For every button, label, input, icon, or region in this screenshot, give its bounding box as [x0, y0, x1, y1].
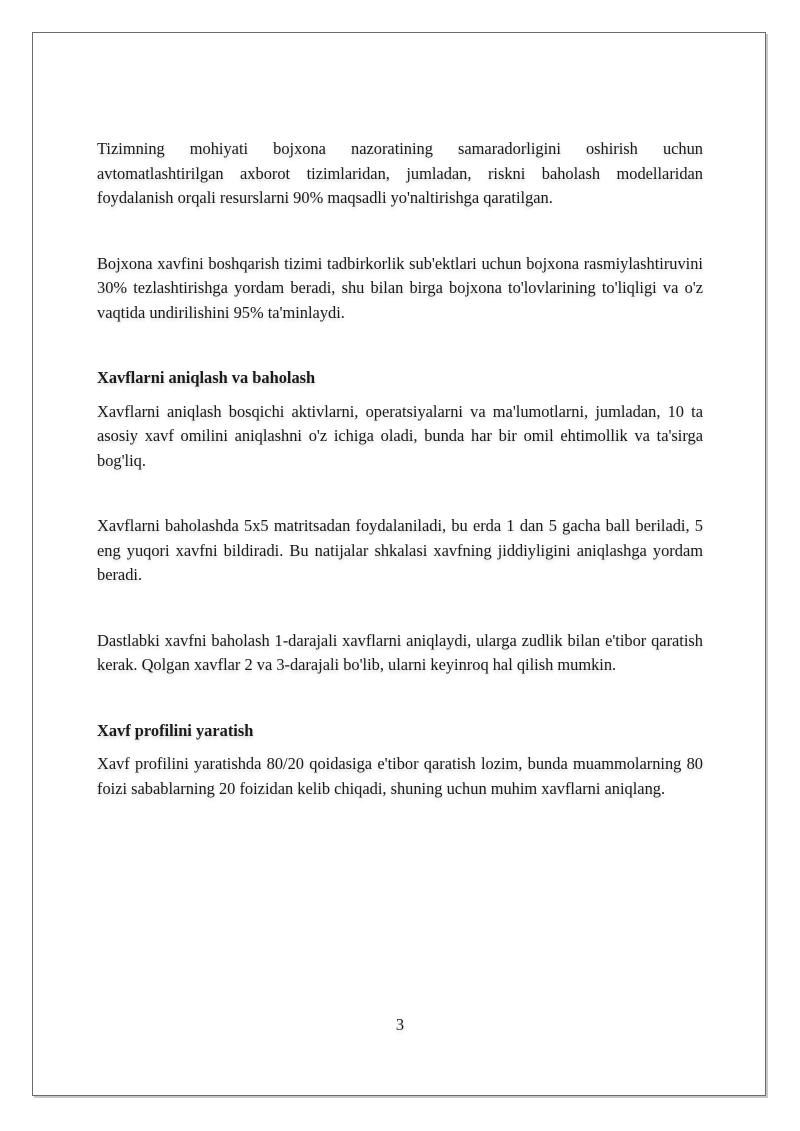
page-content	[97, 137, 703, 801]
section-heading-risk-profile: Xavf profilini yaratish	[97, 720, 254, 740]
page-number: 3	[395, 1015, 405, 1034]
paragraph-risk-identification: Xavflarni aniqlash bosqichi aktivlarni, operatsiyalarni va ma'lumotlarni, jumladan, 10 ta asosiy xavf omilini aniqlashni o'z ichiga oladi, bunda har bir omil ehtimollik va ta'sirga bog'liq.	[97, 401, 703, 470]
paragraph-intro-2: Bojxona xavfini boshqarish tizimi tadbirkorlik sub'ektlari uchun bojxona rasmiylashtiruvini 30% tezlashtirishga yordam beradi, shu bilan birga bojxona to'lovlarining to'liqligi va o'z vaqtida undirilishini 95% ta'minlaydi.	[97, 253, 703, 322]
paragraph-intro-1: Tizimning mohiyati bojxona nazoratining samaradorligini oshirish uchun avtomatlashtirilgan axborot tizimlaridan, jumladan, riskni baholash modellaridan foydalanish orqali resurslarni 90% maqsadli yo'naltirishga qaratilgan.	[97, 139, 703, 207]
paragraph-initial-assessment: Dastlabki xavfni baholash 1-darajali xavflarni aniqlaydi, ularga zudlik bilan e'tibor qaratish kerak. Qolgan xavflar 2 va 3-darajali bo'lib, ularni keyinroq hal qilish mumkin.	[97, 630, 703, 674]
section-heading-risk-identification: Xavflarni aniqlash va baholash	[97, 368, 316, 387]
paragraph-risk-assessment: Xavflarni baholashda 5x5 matritsadan foydalaniladi, bu erda 1 dan 5 gacha ball beriladi, 5 eng yuqori xavfni bildiradi. Bu natijalar shkalasi xavfning jiddiyligini aniqlashga yordam beradi.	[97, 516, 703, 584]
paragraph-risk-profile: Xavf profilini yaratishda 80/20 qoidasiga e'tibor qaratish lozim, bunda muammolarning 80 foizi sabablarning 20 foizidan kelib chiqadi, shuning uchun muhim xavflarni aniqlang.	[97, 754, 703, 798]
